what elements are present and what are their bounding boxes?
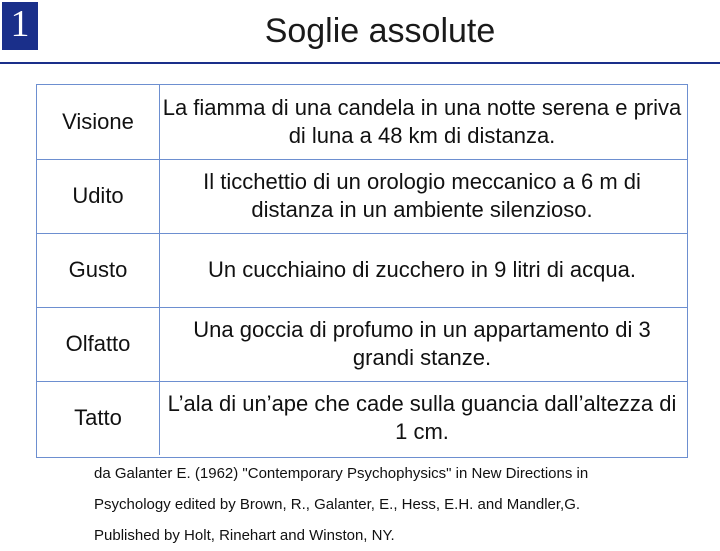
threshold-description: Il ticchettio di un orologio meccanico a 6 m di distanza in un ambiente silenzioso. <box>203 169 641 222</box>
threshold-description: Un cucchiaino di zucchero in 9 litri di acqua. <box>207 257 636 282</box>
table-row <box>37 85 687 160</box>
threshold-description: La fiamma di una candela in una notte serena e priva di luna a 48 km di distanza. <box>162 95 682 148</box>
threshold-description: L’ala di un’ape che cade sulla guancia dall’altezza di 1 cm. <box>167 391 677 444</box>
table-row <box>37 233 687 308</box>
citation-line: Psychology edited by Brown, R., Galanter, E., Hess, E.H. and Mandler,G. <box>94 496 581 513</box>
source-citation <box>94 458 694 551</box>
threshold-description: Una goccia di profumo in un appartamento di 3 grandi stanze. <box>193 317 651 370</box>
table-row <box>37 307 687 382</box>
citation-line: da Galanter E. (1962) "Contemporary Psychophysics" in New Directions in <box>94 465 589 482</box>
page-title: Soglie assolute <box>264 12 496 50</box>
table-row <box>37 381 687 455</box>
thresholds-table <box>36 84 688 458</box>
sense-label: Gusto <box>37 233 160 307</box>
header-bar <box>0 0 720 64</box>
citation-line: Published by Holt, Rinehart and Winston, NY. <box>94 527 395 544</box>
sense-label: Visione <box>37 85 160 159</box>
sense-label: Olfatto <box>37 307 160 381</box>
sense-label: Tatto <box>37 381 160 455</box>
sense-label: Udito <box>37 159 160 233</box>
slide-number: 1 <box>2 2 38 50</box>
table-row <box>37 159 687 234</box>
